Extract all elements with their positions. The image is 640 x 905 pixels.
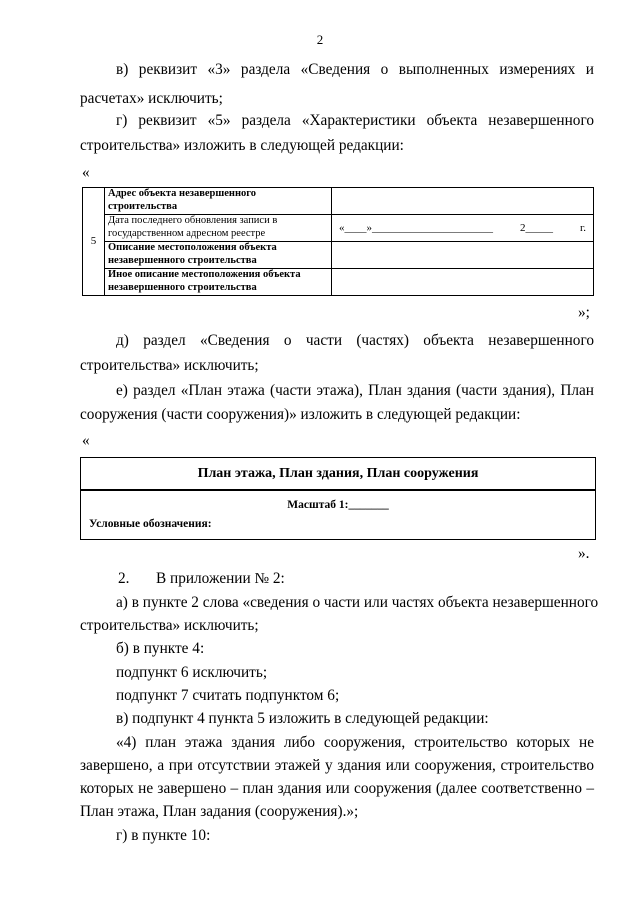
date-year: 2_____: [519, 222, 553, 234]
open-quote: «: [82, 432, 90, 449]
row-number: 5: [83, 188, 105, 296]
paragraph-2-number: 2.: [118, 570, 130, 587]
table-row-value: [332, 269, 594, 296]
paragraph-a2-line-2: строительства» исключить;: [80, 617, 259, 634]
paragraph-e-line-2: сооружения (части сооружения)» изложить в следующей редакции:: [80, 406, 521, 423]
paragraph-v-line-1: в) реквизит «3» раздела «Сведения о выполненных измерениях и: [116, 61, 594, 78]
table-row-value: [332, 188, 594, 215]
paragraph-g2: г) в пункте 10:: [116, 827, 211, 844]
plan-form: [80, 457, 596, 540]
quote-4-line-2: завершено, а при отсутствии этажей у здания или сооружения, строительство: [80, 757, 594, 774]
paragraph-g-line-2: строительства» изложить в следующей редакции:: [80, 137, 404, 154]
plan-legend: Условные обозначения:: [89, 518, 212, 530]
subparagraph-6: подпункт 6 исключить;: [116, 664, 268, 681]
date-day-month: «____»______________________: [339, 222, 493, 234]
paragraph-v2: в) подпункт 4 пункта 5 изложить в следующей редакции:: [116, 710, 489, 727]
table-row-value: [332, 242, 594, 269]
table-row-label: Иное описание местоположения объекта незавершенного строительства: [105, 269, 332, 296]
requisite-table: [82, 187, 594, 296]
close-quote: »;: [578, 304, 590, 321]
date-field: [332, 215, 594, 242]
plan-form-title: План этажа, План здания, План сооружения: [81, 458, 595, 491]
subparagraph-7: подпункт 7 считать подпунктом 6;: [116, 687, 340, 704]
paragraph-d-line-1: д) раздел «Сведения о части (частях) объекта незавершенного: [116, 332, 594, 349]
close-quote: ».: [578, 545, 590, 562]
plan-scale: Масштаб 1:_______: [287, 499, 389, 511]
page-number: 2: [316, 32, 324, 47]
open-quote: «: [82, 164, 90, 181]
paragraph-v-line-2: расчетах» исключить;: [80, 90, 223, 107]
paragraph-g-line-1: г) реквизит «5» раздела «Характеристики объекта незавершенного: [116, 112, 594, 129]
paragraph-a2-line-1: а) в пункте 2 слова «сведения о части или частях объекта незавершенного: [116, 594, 599, 611]
date-suffix: г.: [579, 222, 586, 234]
paragraph-b2: б) в пункте 4:: [116, 640, 205, 657]
table-row-label: Дата последнего обновления записи в государственном адресном реестре: [105, 215, 332, 242]
paragraph-d-line-2: строительства» исключить;: [80, 357, 259, 374]
table-row-label: Описание местоположения объекта незавершенного строительства: [105, 242, 332, 269]
quote-4-line-3: которых не завершено – план здания или сооружения (далее соответственно –: [80, 780, 594, 797]
paragraph-2-text: В приложении № 2:: [156, 570, 285, 587]
paragraph-e-line-1: е) раздел «План этажа (части этажа), План здания (части здания), План: [116, 382, 594, 399]
quote-4-line-4: План этажа, План задания (сооружения).»;: [80, 803, 359, 820]
quote-4-line-1: «4) план этажа здания либо сооружения, строительство которых не: [116, 734, 594, 751]
table-row-label: Адрес объекта незавершенного строительства: [105, 188, 332, 215]
